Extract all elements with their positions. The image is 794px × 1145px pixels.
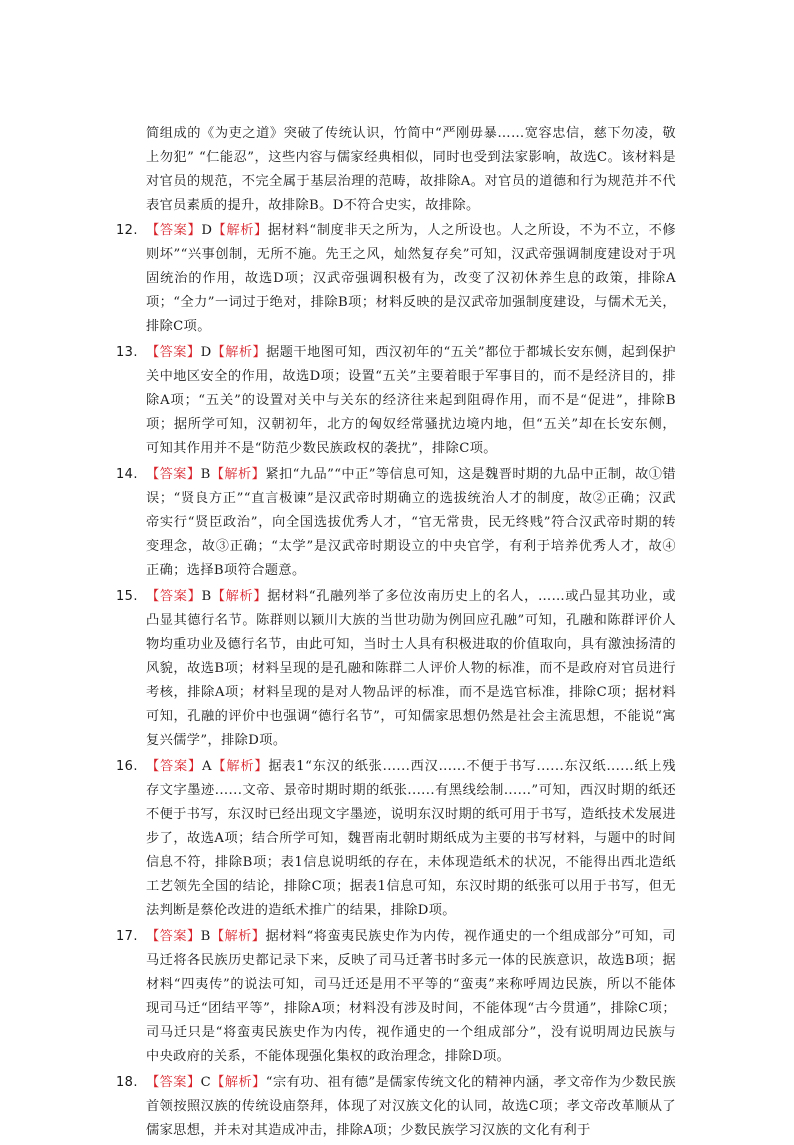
answer-label: 【答案】: [146, 223, 202, 238]
question-number: 15.: [116, 589, 138, 604]
analysis-label: 【解析】: [212, 223, 268, 238]
answer-item: [116, 1071, 676, 1143]
answer-item: [116, 585, 676, 753]
question-number: 14.: [116, 467, 138, 482]
answer-label: 【答案】: [146, 929, 201, 944]
answer-label: 【答案】: [146, 1075, 201, 1090]
answer-item: [116, 219, 676, 339]
answer-letter: B: [201, 589, 212, 604]
answer-letter: C: [200, 1075, 212, 1090]
answer-letter: B: [200, 929, 211, 944]
analysis-text: 据题干地图可知，西汉初年的“五关”都位于都城长安东侧，起到保护关中地区安全的作用，故选D项；设置“五关”主要着眼于军事目的，而不是经济目的，排除A项；“五关”的设置对关中与关东的经济往来起到阻碍作用，而不是“促进”，排除B项；据所学可知，汉朝初年，北方的匈奴经常骚扰边境内地，但“五关”却在长安东侧，可知其作用并不是“防范少数民族政权的袭扰”，排除C项。: [146, 345, 676, 456]
answer-list: [116, 219, 676, 1143]
answer-item: [116, 341, 676, 461]
answer-label: 【答案】: [146, 467, 201, 482]
analysis-label: 【解析】: [210, 929, 266, 944]
answer-content: [116, 122, 676, 1145]
analysis-text: “宗有功、祖有德”是儒家传统文化的精神内涵，孝文帝作为少数民族首领按照汉族的传统设庙祭拜，体现了对汉族文化的认同，故选C项；孝文帝改革顺从了儒家思想，并未对其造成冲击，排除A项；少数民族学习汉族的文化有利于: [146, 1075, 676, 1138]
answer-letter: B: [200, 467, 211, 482]
question-number: 12.: [116, 223, 138, 238]
answer-item: [116, 463, 676, 583]
question-number: 18.: [116, 1075, 138, 1090]
analysis-label: 【解析】: [211, 345, 267, 360]
answer-letter: A: [201, 759, 212, 774]
answer-letter: D: [201, 223, 213, 238]
analysis-text: 据表1“东汉的纸张......西汉......不便于书写......东汉纸......纸上残存文字墨迹......文帝、景帝时期时期的纸张......有黑线绘制......”可知，西汉时期的纸还不便于书写，东汉时已经出现文字墨迹，说明东汉时期的纸可用于书写，造纸技术发展进步了，故选A项；结合所学可知，魏晋南北朝时期纸成为主要的书写材料，与题中的时间信息不符，排除B项；表1信息说明纸的存在，未体现造纸术的状况，不能得出西北造纸工艺领先全国的结论，排除C项；据表1信息可知，东汉时期的纸张可以用于书写，但无法判断是蔡伦改进的造纸术推广的结果，排除D项。: [146, 759, 676, 918]
answer-label: 【答案】: [146, 589, 202, 604]
answer-item: [116, 755, 676, 923]
analysis-text: 据材料“制度非天之所为，人之所设也。人之所设，不为不立，不修则坏”“兴事创制，无所不施。先王之风，灿然复存矣”可知，汉武帝强调制度建设对于巩固统治的作用，故选D项；汉武帝强调积极有为，改变了汉初休养生息的政策，排除A项；“全力”一词过于绝对，排除B项；材料反映的是汉武帝加强制度建设，与儒术无关，排除C项。: [146, 223, 676, 334]
analysis-label: 【解析】: [211, 759, 269, 774]
analysis-text: 紧扣“九品”“中正”等信息可知，这是魏晋时期的九品中正制，故①错误；“贤良方正”“直言极谏”是汉武帝时期确立的选拔统治人才的制度，故②正确；汉武帝实行“贤臣政治”，向全国选拔优秀人才，“官无常贵，民无终贱”符合汉武帝时期的转变理念，故③正确；“太学”是汉武帝时期设立的中央官学，有利于培养优秀人才，故④正确；选择B项符合题意。: [146, 467, 676, 578]
analysis-text: 据材料“将蛮夷民族史作为内传，视作通史的一个组成部分”可知，司马迁将各民族历史都记录下来，反映了司马迁著书时多元一体的民族意识，故选B项；据材料“四夷传”的说法可知，司马迁还是用不平等的“蛮夷”来称呼周边民族，所以不能体现司马迁“团结平等”，排除A项；材料没有涉及时间，不能体现“古今贯通”，排除C项；司马迁只是“将蛮夷民族史作为内传，视作通史的一个组成部分”，没有说明周边民族与中央政府的关系，不能体现强化集权的政治理念，排除D项。: [146, 929, 676, 1064]
analysis-text: 据材料“孔融列举了多位汝南历史上的名人，……或凸显其功业，或凸显其德行名节。陈群则以颍川大族的当世功勋为例回应孔融”可知，孔融和陈群评价人物均重功业及德行名节，由此可知，当时士人具有积极进取的价值取向，具有激浊扬清的风貌，故选B项；材料呈现的是孔融和陈群二人评价人物的标准，而不是政府对官员进行考核，排除A项；材料呈现的是对人物品评的标准，而不是选官标准，排除C项；据材料可知，孔融的评价中也强调“德行名节”，可知儒家思想仍然是社会主流思想，不能说“寓复兴儒学”，排除D项。: [146, 589, 676, 748]
intro-paragraph: 简组成的《为吏之道》突破了传统认识，竹简中“严刚毋暴……宽容忠信，慈下勿凌，敬上勿犯” “仁能忍”，这些内容与儒家经典相似，同时也受到法家影响，故选C。该材料是对官员的规范，不完全属于基层治理的范畴，故排除A。对官员的道德和行为规范并不代表官员素质的提升，故排除B。D不符合史实，故排除。: [146, 126, 676, 213]
analysis-label: 【解析】: [211, 589, 268, 604]
question-number: 13.: [116, 345, 138, 360]
answer-label: 【答案】: [146, 345, 201, 360]
question-number: 17.: [116, 929, 138, 944]
answer-letter: D: [200, 345, 212, 360]
answer-item: [116, 925, 676, 1069]
analysis-label: 【解析】: [210, 467, 266, 482]
answer-label: 【答案】: [146, 759, 202, 774]
question-number: 16.: [116, 759, 138, 774]
analysis-label: 【解析】: [211, 1075, 266, 1090]
